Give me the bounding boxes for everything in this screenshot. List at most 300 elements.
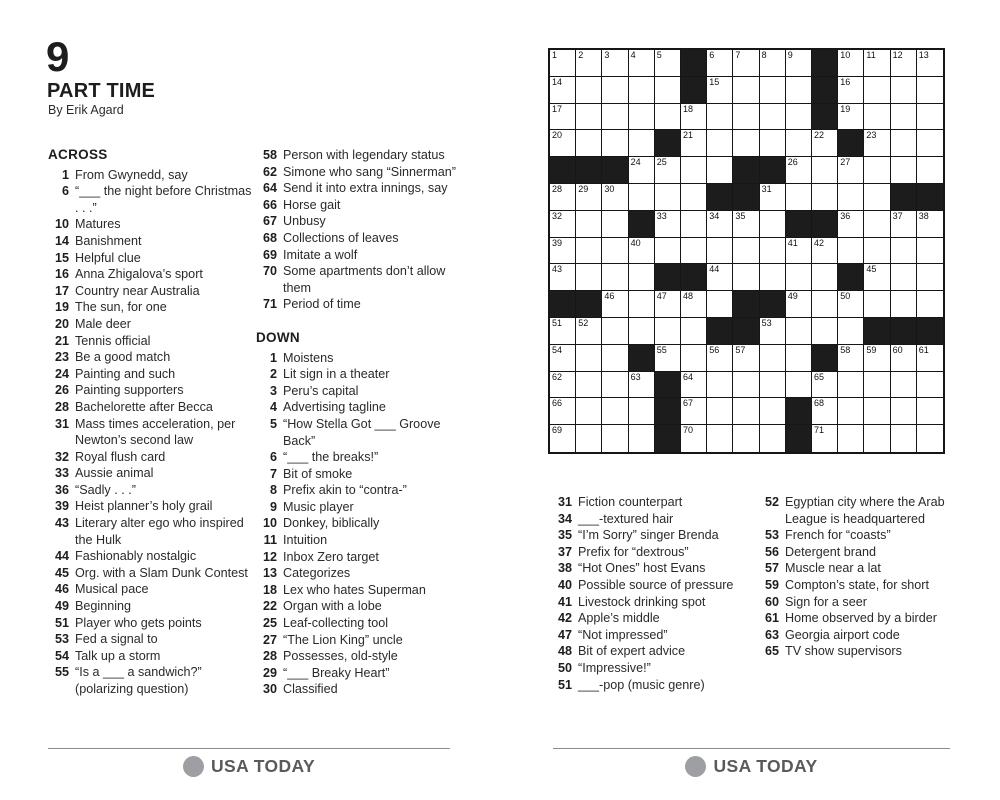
grid-cell[interactable] xyxy=(629,157,655,184)
grid-cell[interactable] xyxy=(917,211,943,238)
clue-text: Inbox Zero target xyxy=(283,549,379,564)
grid-cell[interactable] xyxy=(629,372,655,399)
grid-cell[interactable] xyxy=(655,77,681,104)
clue-text: Mass times acceleration, per Newton’s second law xyxy=(75,416,236,448)
grid-cell[interactable] xyxy=(550,130,576,157)
cell-number: 55 xyxy=(656,344,667,355)
grid-cell[interactable] xyxy=(576,77,602,104)
grid-cell[interactable] xyxy=(733,211,759,238)
black-square xyxy=(629,211,655,238)
grid-cell[interactable] xyxy=(576,104,602,131)
grid-cell[interactable] xyxy=(917,77,943,104)
grid-cell[interactable] xyxy=(733,372,759,399)
grid-cell[interactable] xyxy=(891,398,917,425)
grid-cell[interactable] xyxy=(786,50,812,77)
grid-cell[interactable] xyxy=(838,318,864,345)
grid-cell[interactable] xyxy=(838,291,864,318)
grid-cell[interactable] xyxy=(550,211,576,238)
grid-cell[interactable] xyxy=(760,318,786,345)
grid-cell[interactable] xyxy=(707,238,733,265)
clue-number: 31 xyxy=(54,416,69,431)
cell-number: 31 xyxy=(761,183,772,194)
black-square xyxy=(707,184,733,211)
grid-cell[interactable] xyxy=(733,398,759,425)
clue-text: Literary alter ego who inspired the Hulk xyxy=(75,516,244,547)
grid-cell[interactable] xyxy=(602,345,628,372)
grid-cell[interactable] xyxy=(917,291,943,318)
second-clue-column xyxy=(256,147,468,698)
grid-cell[interactable] xyxy=(707,157,733,184)
black-square xyxy=(681,264,707,291)
grid-cell[interactable] xyxy=(655,157,681,184)
clue-number: 22 xyxy=(262,599,277,614)
grid-cell[interactable] xyxy=(576,318,602,345)
clue-text: Talk up a storm xyxy=(75,648,161,663)
clue-row xyxy=(551,643,757,660)
grid-cell[interactable] xyxy=(786,372,812,399)
black-square xyxy=(786,211,812,238)
clue-text: Sign for a seer xyxy=(785,594,867,609)
grid-cell[interactable] xyxy=(864,345,890,372)
grid-cell[interactable] xyxy=(733,104,759,131)
clue-text: Imitate a wolf xyxy=(283,247,358,262)
cell-number: 5 xyxy=(656,50,662,60)
grid-cell[interactable] xyxy=(838,211,864,238)
grid-cell[interactable] xyxy=(576,398,602,425)
clue-row xyxy=(256,383,468,400)
clue-row xyxy=(551,511,757,528)
grid-cell[interactable] xyxy=(917,372,943,399)
grid-cell[interactable] xyxy=(629,238,655,265)
grid-cell[interactable] xyxy=(602,398,628,425)
cell-number: 8 xyxy=(761,50,767,60)
grid-cell[interactable] xyxy=(864,372,890,399)
black-square xyxy=(655,372,681,399)
usa-today-circle-icon xyxy=(183,756,204,777)
clue-number: 19 xyxy=(54,300,69,315)
grid-cell[interactable] xyxy=(655,238,681,265)
grid-cell[interactable] xyxy=(655,211,681,238)
grid-cell[interactable] xyxy=(917,157,943,184)
grid-cell[interactable] xyxy=(550,372,576,399)
across-clues-part1 xyxy=(48,167,254,698)
clue-row xyxy=(48,250,254,267)
grid-cell[interactable] xyxy=(812,130,838,157)
grid-cell[interactable] xyxy=(576,345,602,372)
black-square xyxy=(760,157,786,184)
grid-cell[interactable] xyxy=(602,184,628,211)
grid-cell[interactable] xyxy=(760,345,786,372)
grid-cell[interactable] xyxy=(760,130,786,157)
grid-cell[interactable] xyxy=(629,425,655,452)
black-square xyxy=(707,318,733,345)
clue-text: Categorizes xyxy=(283,566,351,581)
clue-number: 45 xyxy=(54,565,69,580)
cell-number: 65 xyxy=(814,371,825,382)
grid-cell[interactable] xyxy=(838,50,864,77)
clue-text: Prefix akin to “contra-” xyxy=(283,483,407,498)
grid-cell[interactable] xyxy=(864,398,890,425)
cell-number: 47 xyxy=(656,291,667,302)
grid-cell[interactable] xyxy=(838,157,864,184)
grid-cell[interactable] xyxy=(864,104,890,131)
black-square xyxy=(864,318,890,345)
black-square xyxy=(733,184,759,211)
grid-cell[interactable] xyxy=(707,425,733,452)
clue-number: 37 xyxy=(557,544,572,559)
clue-text: Georgia airport code xyxy=(785,627,900,642)
cell-number: 60 xyxy=(892,344,903,355)
grid-cell[interactable] xyxy=(733,238,759,265)
grid-cell[interactable] xyxy=(760,372,786,399)
grid-cell[interactable] xyxy=(786,130,812,157)
clue-text: Fashionably nostalgic xyxy=(75,549,197,564)
grid-cell[interactable] xyxy=(576,238,602,265)
cell-number: 25 xyxy=(656,157,667,168)
clue-text: Livestock drinking spot xyxy=(578,594,706,609)
grid-cell[interactable] xyxy=(629,184,655,211)
clue-text: TV show supervisors xyxy=(785,644,902,659)
grid-cell[interactable] xyxy=(681,238,707,265)
grid-cell[interactable] xyxy=(707,50,733,77)
black-square xyxy=(786,425,812,452)
clue-row xyxy=(48,216,254,233)
grid-cell[interactable] xyxy=(891,264,917,291)
grid-cell[interactable] xyxy=(602,425,628,452)
grid-cell[interactable] xyxy=(812,238,838,265)
clue-row xyxy=(758,494,952,527)
grid-cell[interactable] xyxy=(707,372,733,399)
clue-number: 35 xyxy=(557,528,572,543)
grid-cell[interactable] xyxy=(891,50,917,77)
grid-cell[interactable] xyxy=(681,211,707,238)
grid-cell[interactable] xyxy=(602,238,628,265)
grid-cell[interactable] xyxy=(707,104,733,131)
grid-cell[interactable] xyxy=(733,130,759,157)
grid-cell[interactable] xyxy=(760,184,786,211)
down-clues-continued-col1 xyxy=(551,494,757,693)
cell-number: 17 xyxy=(552,103,563,114)
clue-number: 11 xyxy=(263,533,277,548)
grid-cell[interactable] xyxy=(681,398,707,425)
grid-cell[interactable] xyxy=(812,372,838,399)
grid-cell[interactable] xyxy=(891,130,917,157)
right-footer-rule xyxy=(553,748,950,749)
grid-cell[interactable] xyxy=(576,50,602,77)
grid-cell[interactable] xyxy=(681,157,707,184)
grid-cell[interactable] xyxy=(602,211,628,238)
grid-cell[interactable] xyxy=(891,77,917,104)
grid-cell[interactable] xyxy=(629,291,655,318)
grid-cell[interactable] xyxy=(891,104,917,131)
clue-row xyxy=(48,449,254,466)
grid-cell[interactable] xyxy=(550,104,576,131)
grid-cell[interactable] xyxy=(917,50,943,77)
grid-cell[interactable] xyxy=(760,211,786,238)
grid-cell[interactable] xyxy=(864,50,890,77)
clue-row xyxy=(48,498,254,515)
grid-cell[interactable] xyxy=(917,130,943,157)
grid-cell[interactable] xyxy=(838,345,864,372)
grid-cell[interactable] xyxy=(733,77,759,104)
grid-cell[interactable] xyxy=(864,77,890,104)
grid-cell[interactable] xyxy=(786,238,812,265)
grid-cell[interactable] xyxy=(602,318,628,345)
grid-cell[interactable] xyxy=(655,345,681,372)
cell-number: 22 xyxy=(814,130,825,141)
clue-text: Organ with a lobe xyxy=(283,599,382,614)
grid-cell[interactable] xyxy=(681,425,707,452)
clue-number: 56 xyxy=(764,544,779,559)
grid-cell[interactable] xyxy=(576,425,602,452)
grid-cell[interactable] xyxy=(812,318,838,345)
grid-cell[interactable] xyxy=(891,372,917,399)
grid-cell[interactable] xyxy=(550,345,576,372)
grid-cell[interactable] xyxy=(917,238,943,265)
grid-cell[interactable] xyxy=(576,130,602,157)
grid-cell[interactable] xyxy=(550,238,576,265)
clue-number: 51 xyxy=(557,677,572,692)
clue-number: 32 xyxy=(54,449,69,464)
clue-row xyxy=(256,350,468,367)
grid-cell[interactable] xyxy=(550,264,576,291)
clue-number: 46 xyxy=(54,582,69,597)
grid-cell[interactable] xyxy=(707,398,733,425)
clue-row xyxy=(256,482,468,499)
grid-cell[interactable] xyxy=(838,425,864,452)
black-square xyxy=(550,157,576,184)
black-square xyxy=(812,50,838,77)
grid-cell[interactable] xyxy=(917,345,943,372)
clue-number: 24 xyxy=(54,366,69,381)
grid-cell[interactable] xyxy=(864,184,890,211)
grid-cell[interactable] xyxy=(891,211,917,238)
clue-number: 7 xyxy=(269,466,277,481)
grid-cell[interactable] xyxy=(602,264,628,291)
grid-cell[interactable] xyxy=(550,77,576,104)
clue-text: Matures xyxy=(75,217,121,232)
clue-row xyxy=(256,296,468,313)
grid-cell[interactable] xyxy=(629,77,655,104)
cell-number: 36 xyxy=(840,210,851,221)
grid-cell[interactable] xyxy=(681,345,707,372)
grid-cell[interactable] xyxy=(838,372,864,399)
clue-row xyxy=(256,180,468,197)
grid-cell[interactable] xyxy=(864,291,890,318)
clue-row xyxy=(256,665,468,682)
cell-number: 4 xyxy=(630,50,636,60)
clue-row xyxy=(256,565,468,582)
clue-number: 68 xyxy=(262,230,277,245)
grid-cell[interactable] xyxy=(681,291,707,318)
clue-text: Apple’s middle xyxy=(578,611,660,626)
clue-number: 13 xyxy=(262,566,277,581)
grid-cell[interactable] xyxy=(707,291,733,318)
grid-cell[interactable] xyxy=(864,157,890,184)
grid-cell[interactable] xyxy=(786,184,812,211)
grid-cell[interactable] xyxy=(760,264,786,291)
grid-cell[interactable] xyxy=(733,425,759,452)
grid-cell[interactable] xyxy=(812,291,838,318)
grid-cell[interactable] xyxy=(891,157,917,184)
grid-cell[interactable] xyxy=(838,184,864,211)
grid-cell[interactable] xyxy=(655,291,681,318)
clue-row xyxy=(758,560,952,577)
clue-text: French for “coasts” xyxy=(785,528,891,543)
grid-cell[interactable] xyxy=(550,318,576,345)
grid-cell[interactable] xyxy=(707,211,733,238)
grid-cell[interactable] xyxy=(812,264,838,291)
grid-cell[interactable] xyxy=(707,130,733,157)
grid-cell[interactable] xyxy=(655,104,681,131)
clue-row xyxy=(551,494,757,511)
clue-text: Bit of expert advice xyxy=(578,644,686,659)
grid-cell[interactable] xyxy=(812,425,838,452)
grid-cell[interactable] xyxy=(602,50,628,77)
grid-cell[interactable] xyxy=(602,291,628,318)
clue-number: 60 xyxy=(764,594,779,609)
grid-cell[interactable] xyxy=(786,264,812,291)
grid-cell[interactable] xyxy=(864,130,890,157)
grid-cell[interactable] xyxy=(681,130,707,157)
clue-text: Male deer xyxy=(75,316,132,331)
grid-cell[interactable] xyxy=(629,104,655,131)
grid-cell[interactable] xyxy=(917,104,943,131)
clue-text: Collections of leaves xyxy=(283,230,399,245)
grid-cell[interactable] xyxy=(576,184,602,211)
grid-cell[interactable] xyxy=(917,264,943,291)
grid-cell[interactable] xyxy=(576,211,602,238)
grid-cell[interactable] xyxy=(891,345,917,372)
grid-cell[interactable] xyxy=(550,398,576,425)
grid-cell[interactable] xyxy=(655,184,681,211)
grid-cell[interactable] xyxy=(681,104,707,131)
grid-cell[interactable] xyxy=(733,50,759,77)
grid-cell[interactable] xyxy=(655,50,681,77)
grid-cell[interactable] xyxy=(760,238,786,265)
grid-cell[interactable] xyxy=(917,425,943,452)
grid-cell[interactable] xyxy=(838,77,864,104)
clue-row xyxy=(48,465,254,482)
grid-cell[interactable] xyxy=(602,77,628,104)
grid-cell[interactable] xyxy=(786,291,812,318)
black-square xyxy=(576,291,602,318)
grid-cell[interactable] xyxy=(864,211,890,238)
grid-cell[interactable] xyxy=(707,77,733,104)
cell-number: 24 xyxy=(630,157,641,168)
grid-cell[interactable] xyxy=(602,130,628,157)
across-heading: ACROSS xyxy=(48,147,108,162)
grid-cell[interactable] xyxy=(760,398,786,425)
grid-cell[interactable] xyxy=(681,184,707,211)
clue-text: Possible source of pressure xyxy=(578,577,734,592)
clue-text: Be a good match xyxy=(75,350,171,365)
grid-cell[interactable] xyxy=(760,104,786,131)
clue-number: 59 xyxy=(764,577,779,592)
grid-cell[interactable] xyxy=(629,130,655,157)
clue-text: From Gwynedd, say xyxy=(75,167,188,182)
grid-cell[interactable] xyxy=(707,264,733,291)
clue-text: Leaf-collecting tool xyxy=(283,616,389,631)
cell-number: 12 xyxy=(892,50,903,60)
clue-number: 67 xyxy=(262,214,277,229)
grid-cell[interactable] xyxy=(707,345,733,372)
grid-cell[interactable] xyxy=(629,318,655,345)
grid-cell[interactable] xyxy=(786,318,812,345)
black-square xyxy=(681,77,707,104)
grid-cell[interactable] xyxy=(891,238,917,265)
grid-cell[interactable] xyxy=(838,238,864,265)
clue-number: 8 xyxy=(269,483,277,498)
clue-number: 20 xyxy=(54,316,69,331)
grid-cell[interactable] xyxy=(576,372,602,399)
grid-cell[interactable] xyxy=(576,264,602,291)
grid-cell[interactable] xyxy=(760,50,786,77)
clue-row xyxy=(758,627,952,644)
clue-number: 3 xyxy=(269,383,277,398)
grid-cell[interactable] xyxy=(864,425,890,452)
grid-cell[interactable] xyxy=(629,398,655,425)
clue-number: 66 xyxy=(262,197,277,212)
grid-cell[interactable] xyxy=(812,398,838,425)
clue-row xyxy=(48,565,254,582)
grid-cell[interactable] xyxy=(838,398,864,425)
grid-cell[interactable] xyxy=(733,264,759,291)
clue-number: 9 xyxy=(269,499,277,514)
cell-number: 9 xyxy=(787,50,793,60)
grid-cell[interactable] xyxy=(550,50,576,77)
grid-cell[interactable] xyxy=(602,372,628,399)
grid-cell[interactable] xyxy=(629,50,655,77)
black-square xyxy=(760,291,786,318)
grid-cell[interactable] xyxy=(891,425,917,452)
grid-cell[interactable] xyxy=(864,264,890,291)
cell-number: 15 xyxy=(709,76,720,87)
grid-cell[interactable] xyxy=(812,157,838,184)
black-square xyxy=(812,104,838,131)
grid-cell[interactable] xyxy=(760,77,786,104)
clue-number: 1 xyxy=(61,167,69,182)
black-square xyxy=(629,345,655,372)
grid-cell[interactable] xyxy=(681,372,707,399)
grid-cell[interactable] xyxy=(550,425,576,452)
grid-cell[interactable] xyxy=(629,264,655,291)
across-clues-part2 xyxy=(256,147,468,313)
clue-text: Person with legendary status xyxy=(283,148,445,162)
grid-cell[interactable] xyxy=(786,104,812,131)
grid-cell[interactable] xyxy=(602,104,628,131)
grid-cell[interactable] xyxy=(681,318,707,345)
clue-row xyxy=(256,466,468,483)
grid-cell[interactable] xyxy=(917,398,943,425)
grid-cell[interactable] xyxy=(655,318,681,345)
grid-cell[interactable] xyxy=(760,425,786,452)
grid-cell[interactable] xyxy=(786,345,812,372)
grid-cell[interactable] xyxy=(733,345,759,372)
grid-cell[interactable] xyxy=(550,184,576,211)
grid-cell[interactable] xyxy=(891,291,917,318)
clue-row xyxy=(758,610,952,627)
grid-cell[interactable] xyxy=(864,238,890,265)
cell-number: 61 xyxy=(918,344,929,355)
clue-text: Horse gait xyxy=(283,197,341,212)
clue-row xyxy=(48,598,254,615)
grid-cell[interactable] xyxy=(786,77,812,104)
grid-cell[interactable] xyxy=(838,104,864,131)
grid-cell[interactable] xyxy=(812,184,838,211)
grid-cell[interactable] xyxy=(786,157,812,184)
clue-number: 40 xyxy=(557,577,572,592)
